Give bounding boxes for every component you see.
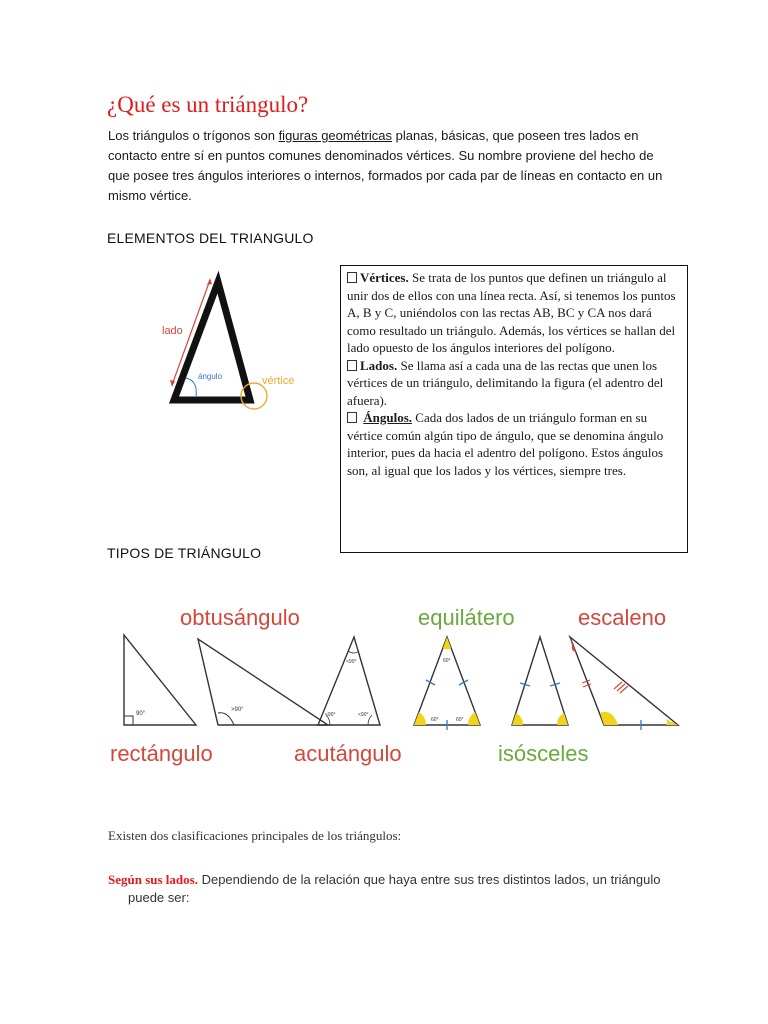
triangle-types-diagram xyxy=(100,595,700,775)
angulos-term: Ángulos. xyxy=(363,410,413,425)
angulos-paragraph xyxy=(347,409,682,479)
intro-text-start: Los triángulos o trígonos son xyxy=(108,128,279,143)
angle-lt90-top-text: <90° xyxy=(346,659,357,665)
angle-arc xyxy=(186,378,196,396)
obtusangulo-triangle xyxy=(198,639,328,725)
esc-tick-left-1 xyxy=(582,680,590,683)
acute-top-arc xyxy=(348,651,359,653)
angle-gt90-text: >90° xyxy=(231,707,244,713)
isosceles-label: isósceles xyxy=(498,741,589,766)
escaleno-label: escaleno xyxy=(578,605,667,630)
angle-60-right-text: 60° xyxy=(456,717,464,723)
by-sides-text-line1: Dependiendo de la relación que haya entre sus tres distintos lados, un triángulo xyxy=(197,872,661,887)
vertices-term: Vértices. xyxy=(360,270,409,285)
section-heading-types: TIPOS DE TRIÁNGULO xyxy=(107,545,262,561)
angle-90-text: 90° xyxy=(136,711,146,717)
obtusangulo-label: obtusángulo xyxy=(180,605,300,630)
triangle-elements-diagram xyxy=(150,268,295,418)
lado-arrow-head xyxy=(207,278,212,285)
rectangulo-triangle xyxy=(124,635,196,725)
by-sides-term: Según sus lados. xyxy=(108,872,198,887)
elements-box xyxy=(340,265,688,553)
page-title: ¿Qué es un triángulo? xyxy=(107,92,309,117)
lados-paragraph xyxy=(347,357,682,410)
checkbox-glyph-icon xyxy=(347,272,357,283)
angle-60-left-text: 60° xyxy=(431,717,439,723)
intro-text-end: planas, básicas, que poseen tres lados en contacto entre sí en puntos comunes denominados vértices. Su nombre proviene del hecho de que posee tres ángulos interiores o internos, formados por cada par de líneas en contacto en un mismo vértice. xyxy=(108,128,663,203)
lado-arrow-tail xyxy=(170,380,175,387)
classification-intro: Existen dos clasificaciones principales de los triángulos: xyxy=(108,828,402,843)
lados-term: Lados. xyxy=(360,357,398,373)
angulos-text: Cada dos lados de un triángulo forman en su vértice común algún tipo de ángulo, que se denomina ángulo interior, pues da hacia el adentro del polígono. Estos ángulos son, al igual que los lados y los vértices, siempre tres. xyxy=(347,410,664,478)
right-angle-mark xyxy=(124,716,133,725)
angle-60-top-text: 60° xyxy=(443,658,451,664)
triangle-outline xyxy=(174,282,250,400)
acutangulo-label: acutángulo xyxy=(294,741,402,766)
rectangulo-label: rectángulo xyxy=(110,741,213,766)
lados-text: Se llama así a cada una de las rectas que unen los vértices de un triángulo, delimitando la figura (el adentro del afuera). xyxy=(347,357,664,408)
angulo-label: ángulo xyxy=(198,372,223,381)
angle-lt90-right-text: <90° xyxy=(358,712,369,718)
intro-paragraph xyxy=(108,126,668,206)
by-sides-paragraph xyxy=(108,871,668,907)
angle-lt90-left-text: <90° xyxy=(325,712,336,718)
checkbox-glyph-icon xyxy=(347,360,357,371)
vertice-label: vértice xyxy=(262,375,295,387)
lado-label: lado xyxy=(162,325,183,337)
obtuse-angle-arc xyxy=(218,713,234,725)
equilatero-triangle xyxy=(414,637,480,725)
figuras-geometricas-link[interactable]: figuras geométricas xyxy=(278,128,393,143)
vertices-paragraph xyxy=(347,269,682,357)
checkbox-glyph-icon xyxy=(347,412,357,423)
equilatero-label: equilátero xyxy=(418,605,515,630)
vertices-text: Se trata de los puntos que definen un triángulo al unir dos de ellos con una línea recta. Así, si tenemos los puntos A, B y C, uniéndolos con las rectas AB, BC y CA nos dará como resultado un triángulo. Además, los vértices se hallan del lado opuesto de los ángulos interiores del polígono. xyxy=(347,270,676,355)
by-sides-text-line2: puede ser: xyxy=(128,890,190,905)
section-heading-elements: ELEMENTOS DEL TRIANGULO xyxy=(107,230,314,246)
acute-right-arc xyxy=(368,715,372,725)
isosceles-triangle xyxy=(512,637,568,725)
